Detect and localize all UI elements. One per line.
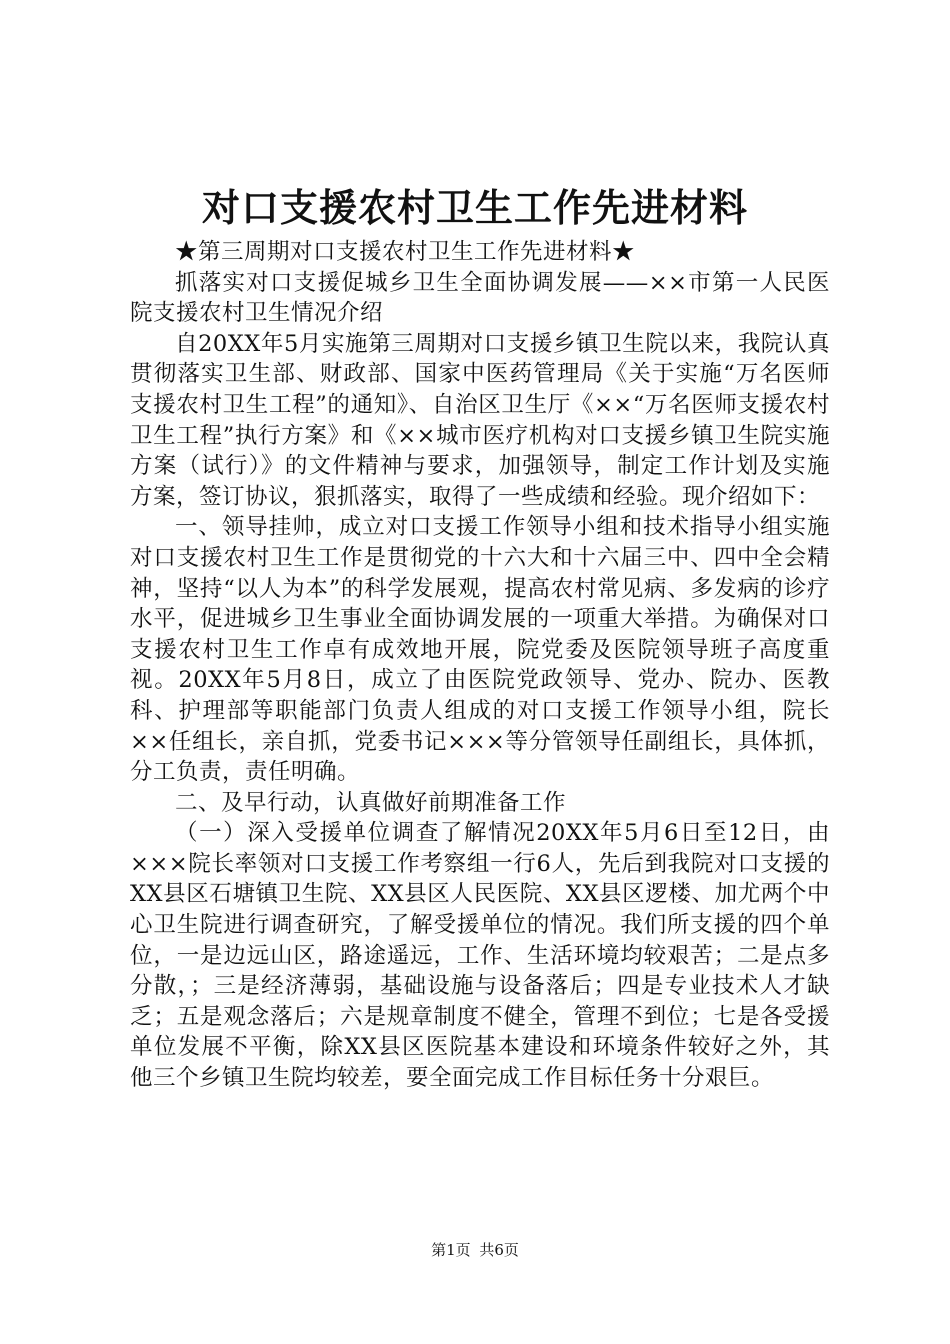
intro-paragraph: 自20XX年5月实施第三周期对口支援乡镇卫生院以来，我院认真贯彻落实卫生部、财政部、国家中医药管理局《关于实施“万名医师支援农村卫生工程”的通知》、自治区卫生厅《××“万名医师支援农村卫生工程”执行方案》和《××城市医疗机构对口支援乡镇卫生院实施方案（试行）》的文件精神与要求，加强领导，制定工作计划及实施方案，签订协议，狠抓落实，取得了一些成绩和经验。现介绍如下：: [130, 330, 830, 510]
section-two-paragraph: （一）深入受援单位调查了解情况20XX年5月6日至12日，由×××院长率领对口支援工作考察组一行6人，先后到我院对口支援的XX县区石塘镇卫生院、XX县区人民医院、XX县区逻楼、加尤两个中心卫生院进行调查研究，了解受援单位的情况。我们所支援的四个单位，一是边远山区，路途遥远，工作、生活环境均较艰苦；二是点多分散，；三是经济薄弱，基础设施与设备落后；四是专业技术人才缺乏；五是观念落后；六是规章制度不健全，管理不到位；七是各受援单位发展不平衡，除XX县区医院基本建设和环境条件较好之外，其他三个乡镇卫生院均较差，要全面完成工作目标任务十分艰巨。: [130, 820, 830, 1092]
page-footer: [0, 1240, 950, 1260]
document-body: [130, 237, 830, 1094]
section-one-paragraph: 一、领导挂帅，成立对口支援工作领导小组和技术指导小组实施对口支援农村卫生工作是贯彻党的十六大和十六届三中、四中全会精神，坚持“以人为本”的科学发展观，提高农村常见病、多发病的诊疗水平，促进城乡卫生事业全面协调发展的一项重大举措。为确保对口支援农村卫生工作卓有成效地开展，院党委及医院领导班子高度重视。20XX年5月8日，成立了由医院党政领导、党办、院办、医教科、护理部等职能部门负责人组成的对口支援工作领导小组，院长××任组长，亲自抓，党委书记×××等分管领导任副组长，具体抓，分工负责，责任明确。: [130, 514, 830, 786]
document-title: 对口支援农村卫生工作先进材料: [201, 185, 748, 230]
heading-paragraph: 抓落实对口支援促城乡卫生全面协调发展——××市第一人民医院支援农村卫生情况介绍: [130, 269, 830, 327]
page-number: 第1页: [431, 1241, 471, 1259]
section-two-heading: 二、及早行动，认真做好前期准备工作: [175, 789, 567, 816]
page-total: 共6页: [479, 1241, 519, 1259]
subtitle-paragraph: ★第三周期对口支援农村卫生工作先进材料★: [175, 239, 636, 265]
